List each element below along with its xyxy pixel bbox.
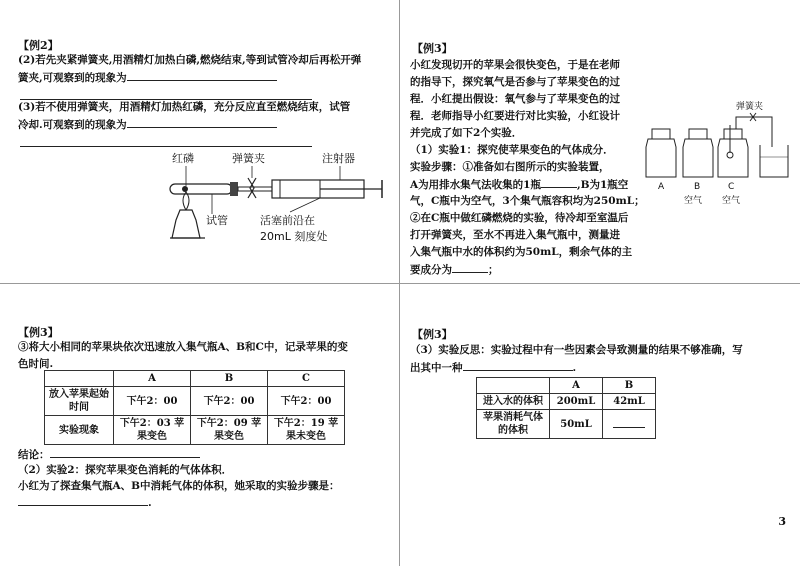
label-piston-2: 20mL 刻度处 xyxy=(260,230,328,243)
q3-line1: ③将大小相同的苹果块依次迅速放入集气瓶A、B和C中，记录苹果的变 xyxy=(18,341,348,353)
q2-line-13: 要成分为 ； xyxy=(410,261,499,279)
stopper-icon xyxy=(230,182,238,196)
table-row xyxy=(45,387,345,416)
flame-icon xyxy=(183,192,189,210)
page-number: 3 xyxy=(778,515,786,528)
q3-line3: （2）实验2：探究苹果变色消耗的气体体积． xyxy=(18,464,233,476)
q4-tag: 【例3】 xyxy=(412,328,453,341)
q3-conclusion-blank[interactable] xyxy=(50,446,200,458)
q3-tag: 【例3】 xyxy=(18,326,59,339)
q2-line-2: 的指导下，探究氧气是否参与了苹果变色的过 xyxy=(410,76,620,88)
q4-answer-cell[interactable] xyxy=(603,410,656,439)
alcohol-lamp-icon xyxy=(172,210,200,238)
table-cell xyxy=(477,378,550,394)
table-cell: 苹果消耗气体的体积 xyxy=(477,410,550,439)
red-phosphorus-icon xyxy=(182,186,188,192)
q1-line2: 簧夹,可观察到的现象为 xyxy=(18,69,277,87)
beaker-icon xyxy=(760,145,788,177)
q2-line-10: ②在C瓶中做红磷燃烧的实验，待冷却至室温后 xyxy=(410,212,629,224)
q4-answer-blank-1[interactable] xyxy=(463,359,573,371)
table-cell: B xyxy=(603,378,656,394)
label-bottle-a: A xyxy=(658,182,665,192)
table-row xyxy=(45,371,345,387)
q3-line4: 小红为了探查集气瓶A、B中消耗气体的体积，她采取的实验步骤是： xyxy=(18,480,340,492)
bottle-a-icon xyxy=(646,129,676,177)
label-bottle-c: C xyxy=(728,182,735,192)
q3-line5: . xyxy=(18,494,152,512)
table-cell: C xyxy=(268,371,345,387)
label-syringe: 注射器 xyxy=(322,152,355,165)
q1-line1: (2)若先夹紧弹簧夹,用酒精灯加热白磷,燃烧结束,等到试管冷却后再松开弹 xyxy=(18,54,362,66)
table-cell: 下午2：00 xyxy=(191,387,268,416)
q3-answer-blank[interactable] xyxy=(18,494,148,506)
q2-line-1: 小红发现切开的苹果会很快变色，于是在老师 xyxy=(410,59,620,71)
q2-line-8: A为用排水集气法收集的1瓶 ,B为1瓶空 xyxy=(410,176,628,194)
table-cell: 放入苹果起始时间 xyxy=(45,387,114,416)
table-cell xyxy=(45,371,114,387)
bottle-c-icon xyxy=(718,113,772,177)
q2-bottles-figure xyxy=(644,95,792,210)
q1-answer-blank-2[interactable] xyxy=(127,116,277,128)
q4-line2: 出其中一种 . xyxy=(410,359,576,377)
table-cell: 50mL xyxy=(550,410,603,439)
q3-table xyxy=(44,370,345,445)
q4-line1: （3）实验反思：实验过程中有一些因素会导致测量的结果不够准确，写 xyxy=(410,344,743,356)
table-row xyxy=(477,410,656,439)
q3-conclusion: 结论： xyxy=(18,446,200,464)
table-cell: A xyxy=(114,371,191,387)
label-spring-clip: 弹簧夹 xyxy=(232,152,265,165)
label-bottle-b: B xyxy=(694,182,701,192)
table-cell: 42mL xyxy=(603,394,656,410)
spring-clip-icon xyxy=(248,178,256,198)
table-row xyxy=(477,394,656,410)
table-cell: A xyxy=(550,378,603,394)
q2-line-5: 并完成了如下2个实验． xyxy=(410,127,523,139)
q3-line2: 色时间. xyxy=(18,358,54,370)
q2-line-9: 气，C瓶中为空气，3个集气瓶容积均为250mL； xyxy=(410,195,645,207)
bottle-b-icon xyxy=(683,129,713,177)
q2-tag: 【例3】 xyxy=(412,42,453,55)
table-cell: 实验现象 xyxy=(45,416,114,445)
q2-line-7: 实验步骤：①准备如右图所示的实验装置， xyxy=(410,161,610,173)
test-tube-icon xyxy=(170,184,232,194)
q1-answer-line-2[interactable] xyxy=(20,146,312,147)
q2-line-4: 程．老师指导小红要进行对比实验，小红设计 xyxy=(410,110,620,122)
label-air-b: 空气 xyxy=(684,196,703,206)
horizontal-divider xyxy=(0,283,800,284)
q1-apparatus-figure xyxy=(150,148,390,248)
q1-answer-blank-1[interactable] xyxy=(127,69,277,81)
table-cell: 200mL xyxy=(550,394,603,410)
q2-answer-blank-1[interactable] xyxy=(541,176,577,188)
label-air-c: 空气 xyxy=(722,196,741,206)
label-clip: 弹簧夹 xyxy=(736,102,764,112)
q2-line-3: 程．小红提出假设：氧气参与了苹果变色的过 xyxy=(410,93,620,105)
table-cell: B xyxy=(191,371,268,387)
q4-table xyxy=(476,377,656,439)
q1-line4: 冷却.可观察到的现象为 xyxy=(18,116,277,134)
table-row xyxy=(45,416,345,445)
table-cell: 下午2：00 xyxy=(268,387,345,416)
q2-line-12: 入集气瓶中水的体积约为50mL，剩余气体的主 xyxy=(410,246,633,258)
table-cell: 进入水的体积 xyxy=(477,394,550,410)
table-cell: 下午2：03 苹果变色 xyxy=(114,416,191,445)
q1-tag: 【例2】 xyxy=(18,39,59,52)
q1-line3: (3)若不使用弹簧夹，用酒精灯加热红磷，充分反应直至燃烧结束，试管 xyxy=(18,101,351,113)
q2-line-11: 打开弹簧夹，至水不再进入集气瓶中，测量进 xyxy=(410,229,620,241)
table-cell: 下午2：19 苹果未变色 xyxy=(268,416,345,445)
q2-answer-blank-2[interactable] xyxy=(452,261,488,273)
q4-answer-blank-2[interactable] xyxy=(613,416,645,428)
label-phosphorus: 红磷 xyxy=(172,152,194,165)
label-piston-1: 活塞前沿在 xyxy=(260,214,315,227)
q2-line-6: （1）实验1：探究使苹果变色的气体成分． xyxy=(410,144,614,156)
label-test-tube: 试管 xyxy=(206,214,228,227)
table-row xyxy=(477,378,656,394)
table-cell: 下午2：09 苹果变色 xyxy=(191,416,268,445)
table-cell: 下午2：00 xyxy=(114,387,191,416)
